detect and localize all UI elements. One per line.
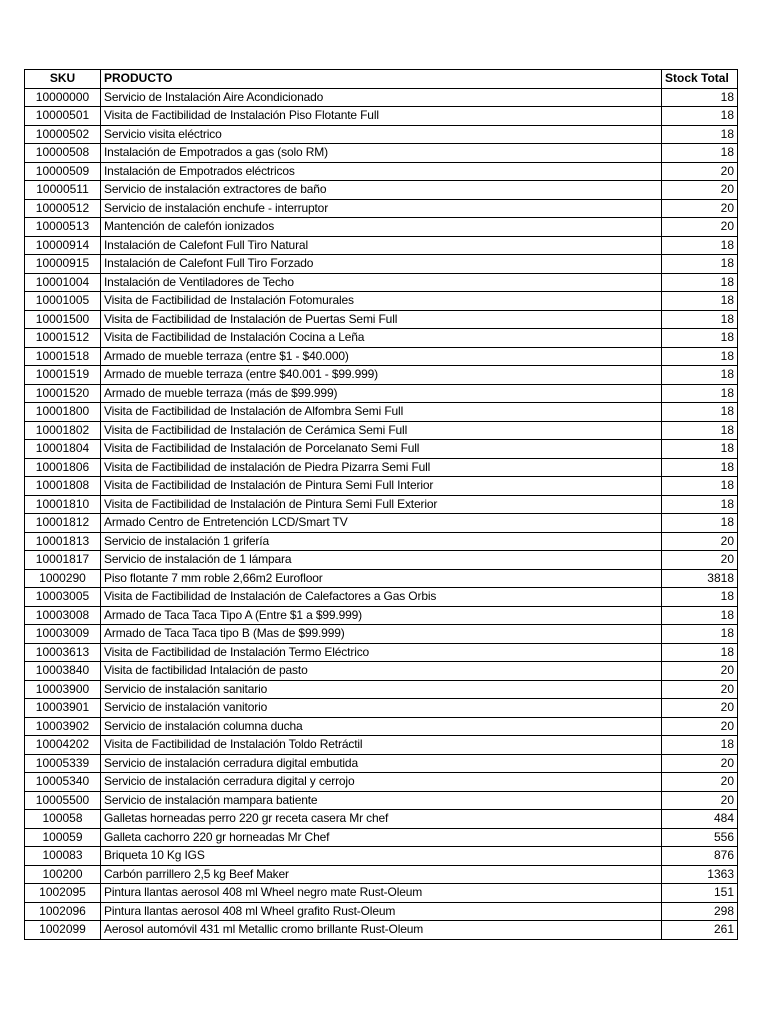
table-body bbox=[25, 88, 738, 939]
sku-cell: 10001500 bbox=[25, 310, 101, 329]
product-cell: Pintura llantas aerosol 408 ml Wheel negro mate Rust-Oleum bbox=[101, 884, 662, 903]
product-cell: Servicio de instalación 1 grifería bbox=[101, 532, 662, 551]
product-cell: Servicio de instalación sanitario bbox=[101, 680, 662, 699]
stock-total-cell: 18 bbox=[662, 255, 738, 274]
stock-total-cell: 18 bbox=[662, 403, 738, 422]
stock-total-cell: 18 bbox=[662, 495, 738, 514]
table-row bbox=[25, 810, 738, 829]
product-cell: Aerosol automóvil 431 ml Metallic cromo brillante Rust-Oleum bbox=[101, 921, 662, 940]
product-cell: Pintura llantas aerosol 408 ml Wheel grafito Rust-Oleum bbox=[101, 902, 662, 921]
stock-total-cell: 20 bbox=[662, 532, 738, 551]
stock-total-cell: 20 bbox=[662, 181, 738, 200]
stock-total-cell: 261 bbox=[662, 921, 738, 940]
table-row bbox=[25, 218, 738, 237]
product-cell: Servicio de instalación enchufe - interruptor bbox=[101, 199, 662, 218]
product-cell: Servicio de Instalación Aire Acondicionado bbox=[101, 88, 662, 107]
product-cell: Galletas horneadas perro 220 gr receta casera Mr chef bbox=[101, 810, 662, 829]
stock-total-cell: 18 bbox=[662, 384, 738, 403]
header-stock-total: Stock Total bbox=[662, 70, 738, 89]
stock-total-cell: 18 bbox=[662, 347, 738, 366]
sku-cell: 10001810 bbox=[25, 495, 101, 514]
stock-total-cell: 18 bbox=[662, 88, 738, 107]
table-row bbox=[25, 458, 738, 477]
product-cell: Servicio de instalación columna ducha bbox=[101, 717, 662, 736]
stock-total-cell: 20 bbox=[662, 680, 738, 699]
product-cell: Mantención de calefón ionizados bbox=[101, 218, 662, 237]
sku-cell: 10001512 bbox=[25, 329, 101, 348]
product-cell: Servicio de instalación vanitorio bbox=[101, 699, 662, 718]
sku-cell: 1002099 bbox=[25, 921, 101, 940]
product-cell: Visita de Factibilidad de Instalación de Porcelanato Semi Full bbox=[101, 440, 662, 459]
table-row bbox=[25, 199, 738, 218]
stock-total-cell: 20 bbox=[662, 199, 738, 218]
product-cell: Piso flotante 7 mm roble 2,66m2 Eurofloor bbox=[101, 569, 662, 588]
product-cell: Armado de mueble terraza (entre $40.001 - $99.999) bbox=[101, 366, 662, 385]
sku-cell: 10001813 bbox=[25, 532, 101, 551]
table-row bbox=[25, 366, 738, 385]
product-cell: Armado de mueble terraza (más de $99.999) bbox=[101, 384, 662, 403]
sku-cell: 10001806 bbox=[25, 458, 101, 477]
sku-cell: 100058 bbox=[25, 810, 101, 829]
sku-cell: 10001800 bbox=[25, 403, 101, 422]
table-row bbox=[25, 773, 738, 792]
table-row bbox=[25, 440, 738, 459]
stock-total-cell: 20 bbox=[662, 551, 738, 570]
sku-cell: 10001817 bbox=[25, 551, 101, 570]
product-cell: Visita de Factibilidad de Instalación Fotomurales bbox=[101, 292, 662, 311]
sku-cell: 10003009 bbox=[25, 625, 101, 644]
table-row bbox=[25, 902, 738, 921]
sku-cell: 100200 bbox=[25, 865, 101, 884]
stock-total-cell: 18 bbox=[662, 310, 738, 329]
product-cell: Visita de Factibilidad de Instalación de Pintura Semi Full Exterior bbox=[101, 495, 662, 514]
stock-total-cell: 20 bbox=[662, 162, 738, 181]
table-row bbox=[25, 754, 738, 773]
sku-cell: 10003005 bbox=[25, 588, 101, 607]
stock-total-cell: 18 bbox=[662, 236, 738, 255]
table-row bbox=[25, 643, 738, 662]
product-cell: Briqueta 10 Kg IGS bbox=[101, 847, 662, 866]
sku-cell: 10005339 bbox=[25, 754, 101, 773]
product-cell: Visita de Factibilidad de Instalación de Puertas Semi Full bbox=[101, 310, 662, 329]
stock-sheet bbox=[24, 69, 737, 940]
stock-total-cell: 151 bbox=[662, 884, 738, 903]
sku-cell: 10001808 bbox=[25, 477, 101, 496]
sku-cell: 10000513 bbox=[25, 218, 101, 237]
stock-total-cell: 18 bbox=[662, 440, 738, 459]
product-cell: Visita de factibilidad Intalación de pasto bbox=[101, 662, 662, 681]
table-row bbox=[25, 625, 738, 644]
sku-cell: 10000511 bbox=[25, 181, 101, 200]
table-row bbox=[25, 495, 738, 514]
product-cell: Armado de Taca Taca tipo B (Mas de $99.999) bbox=[101, 625, 662, 644]
table-row bbox=[25, 125, 738, 144]
table-row bbox=[25, 310, 738, 329]
sku-cell: 10005340 bbox=[25, 773, 101, 792]
sku-cell: 10000512 bbox=[25, 199, 101, 218]
sku-cell: 10001802 bbox=[25, 421, 101, 440]
table-row bbox=[25, 551, 738, 570]
table-row bbox=[25, 865, 738, 884]
sku-cell: 10001519 bbox=[25, 366, 101, 385]
product-cell: Visita de Factibilidad de Instalación de Alfombra Semi Full bbox=[101, 403, 662, 422]
table-row bbox=[25, 847, 738, 866]
stock-total-cell: 18 bbox=[662, 421, 738, 440]
sku-cell: 10001518 bbox=[25, 347, 101, 366]
product-cell: Visita de Factibilidad de Instalación Cocina a Leña bbox=[101, 329, 662, 348]
table-row bbox=[25, 403, 738, 422]
stock-total-cell: 18 bbox=[662, 144, 738, 163]
table-row bbox=[25, 717, 738, 736]
stock-total-cell: 18 bbox=[662, 292, 738, 311]
product-cell: Carbón parrillero 2,5 kg Beef Maker bbox=[101, 865, 662, 884]
table-row bbox=[25, 699, 738, 718]
table-row bbox=[25, 477, 738, 496]
table-row bbox=[25, 828, 738, 847]
stock-total-cell: 556 bbox=[662, 828, 738, 847]
table-row bbox=[25, 273, 738, 292]
header-row bbox=[25, 70, 738, 89]
stock-total-cell: 18 bbox=[662, 477, 738, 496]
product-cell: Visita de Factibilidad de Instalación de Pintura Semi Full Interior bbox=[101, 477, 662, 496]
product-cell: Armado Centro de Entretención LCD/Smart TV bbox=[101, 514, 662, 533]
sku-cell: 1002096 bbox=[25, 902, 101, 921]
table-row bbox=[25, 255, 738, 274]
sku-cell: 100059 bbox=[25, 828, 101, 847]
table-row bbox=[25, 144, 738, 163]
table-row bbox=[25, 791, 738, 810]
product-cell: Visita de Factibilidad de Instalación de Calefactores a Gas Orbis bbox=[101, 588, 662, 607]
sku-cell: 10000502 bbox=[25, 125, 101, 144]
stock-total-cell: 298 bbox=[662, 902, 738, 921]
stock-total-cell: 20 bbox=[662, 699, 738, 718]
table-row bbox=[25, 736, 738, 755]
sku-cell: 10003901 bbox=[25, 699, 101, 718]
sku-cell: 10005500 bbox=[25, 791, 101, 810]
stock-total-cell: 20 bbox=[662, 717, 738, 736]
table-row bbox=[25, 680, 738, 699]
stock-total-cell: 3818 bbox=[662, 569, 738, 588]
table-row bbox=[25, 329, 738, 348]
table-row bbox=[25, 662, 738, 681]
table-row bbox=[25, 421, 738, 440]
table-row bbox=[25, 514, 738, 533]
stock-total-cell: 18 bbox=[662, 606, 738, 625]
stock-table bbox=[24, 69, 738, 940]
product-cell: Visita de Factibilidad de Instalación Termo Eléctrico bbox=[101, 643, 662, 662]
stock-total-cell: 18 bbox=[662, 588, 738, 607]
stock-total-cell: 18 bbox=[662, 736, 738, 755]
product-cell: Servicio de instalación de 1 lámpara bbox=[101, 551, 662, 570]
stock-total-cell: 18 bbox=[662, 107, 738, 126]
stock-total-cell: 20 bbox=[662, 218, 738, 237]
stock-total-cell: 18 bbox=[662, 458, 738, 477]
product-cell: Servicio de instalación cerradura digital y cerrojo bbox=[101, 773, 662, 792]
product-cell: Instalación de Ventiladores de Techo bbox=[101, 273, 662, 292]
sku-cell: 1000290 bbox=[25, 569, 101, 588]
sku-cell: 10003840 bbox=[25, 662, 101, 681]
product-cell: Visita de Factibilidad de Instalación Piso Flotante Full bbox=[101, 107, 662, 126]
sku-cell: 10003008 bbox=[25, 606, 101, 625]
stock-total-cell: 1363 bbox=[662, 865, 738, 884]
table-row bbox=[25, 384, 738, 403]
sku-cell: 10003902 bbox=[25, 717, 101, 736]
table-row bbox=[25, 236, 738, 255]
stock-total-cell: 18 bbox=[662, 514, 738, 533]
stock-total-cell: 18 bbox=[662, 366, 738, 385]
product-cell: Armado de Taca Taca Tipo A (Entre $1 a $99.999) bbox=[101, 606, 662, 625]
sku-cell: 10003900 bbox=[25, 680, 101, 699]
stock-total-cell: 484 bbox=[662, 810, 738, 829]
product-cell: Visita de Factibilidad de Instalación Toldo Retráctil bbox=[101, 736, 662, 755]
sku-cell: 10000000 bbox=[25, 88, 101, 107]
table-row bbox=[25, 569, 738, 588]
stock-total-cell: 20 bbox=[662, 773, 738, 792]
table-row bbox=[25, 292, 738, 311]
table-row bbox=[25, 162, 738, 181]
stock-total-cell: 18 bbox=[662, 329, 738, 348]
stock-total-cell: 18 bbox=[662, 625, 738, 644]
sku-cell: 10000509 bbox=[25, 162, 101, 181]
table-row bbox=[25, 347, 738, 366]
table-row bbox=[25, 181, 738, 200]
stock-total-cell: 20 bbox=[662, 662, 738, 681]
product-cell: Galleta cachorro 220 gr horneadas Mr Chef bbox=[101, 828, 662, 847]
sku-cell: 10001004 bbox=[25, 273, 101, 292]
product-cell: Servicio visita eléctrico bbox=[101, 125, 662, 144]
product-cell: Servicio de instalación extractores de baño bbox=[101, 181, 662, 200]
stock-total-cell: 20 bbox=[662, 754, 738, 773]
product-cell: Instalación de Empotrados a gas (solo RM) bbox=[101, 144, 662, 163]
sku-cell: 10004202 bbox=[25, 736, 101, 755]
stock-total-cell: 18 bbox=[662, 125, 738, 144]
sku-cell: 1002095 bbox=[25, 884, 101, 903]
product-cell: Armado de mueble terraza (entre $1 - $40.000) bbox=[101, 347, 662, 366]
table-row bbox=[25, 588, 738, 607]
stock-total-cell: 18 bbox=[662, 643, 738, 662]
stock-total-cell: 18 bbox=[662, 273, 738, 292]
table-row bbox=[25, 606, 738, 625]
header-sku: SKU bbox=[25, 70, 101, 89]
sku-cell: 10000501 bbox=[25, 107, 101, 126]
table-row bbox=[25, 921, 738, 940]
product-cell: Visita de Factibilidad de instalación de Piedra Pizarra Semi Full bbox=[101, 458, 662, 477]
product-cell: Instalación de Calefont Full Tiro Forzado bbox=[101, 255, 662, 274]
sku-cell: 10001520 bbox=[25, 384, 101, 403]
stock-total-cell: 876 bbox=[662, 847, 738, 866]
table-row bbox=[25, 532, 738, 551]
sku-cell: 100083 bbox=[25, 847, 101, 866]
header-product: PRODUCTO bbox=[101, 70, 662, 89]
table-row bbox=[25, 88, 738, 107]
table-row bbox=[25, 107, 738, 126]
product-cell: Servicio de instalación cerradura digital embutida bbox=[101, 754, 662, 773]
product-cell: Instalación de Empotrados eléctricos bbox=[101, 162, 662, 181]
stock-total-cell: 20 bbox=[662, 791, 738, 810]
sku-cell: 10000914 bbox=[25, 236, 101, 255]
product-cell: Instalación de Calefont Full Tiro Natural bbox=[101, 236, 662, 255]
sku-cell: 10000508 bbox=[25, 144, 101, 163]
sku-cell: 10001005 bbox=[25, 292, 101, 311]
sku-cell: 10003613 bbox=[25, 643, 101, 662]
sku-cell: 10001804 bbox=[25, 440, 101, 459]
product-cell: Servicio de instalación mampara batiente bbox=[101, 791, 662, 810]
sku-cell: 10000915 bbox=[25, 255, 101, 274]
table-row bbox=[25, 884, 738, 903]
sku-cell: 10001812 bbox=[25, 514, 101, 533]
product-cell: Visita de Factibilidad de Instalación de Cerámica Semi Full bbox=[101, 421, 662, 440]
